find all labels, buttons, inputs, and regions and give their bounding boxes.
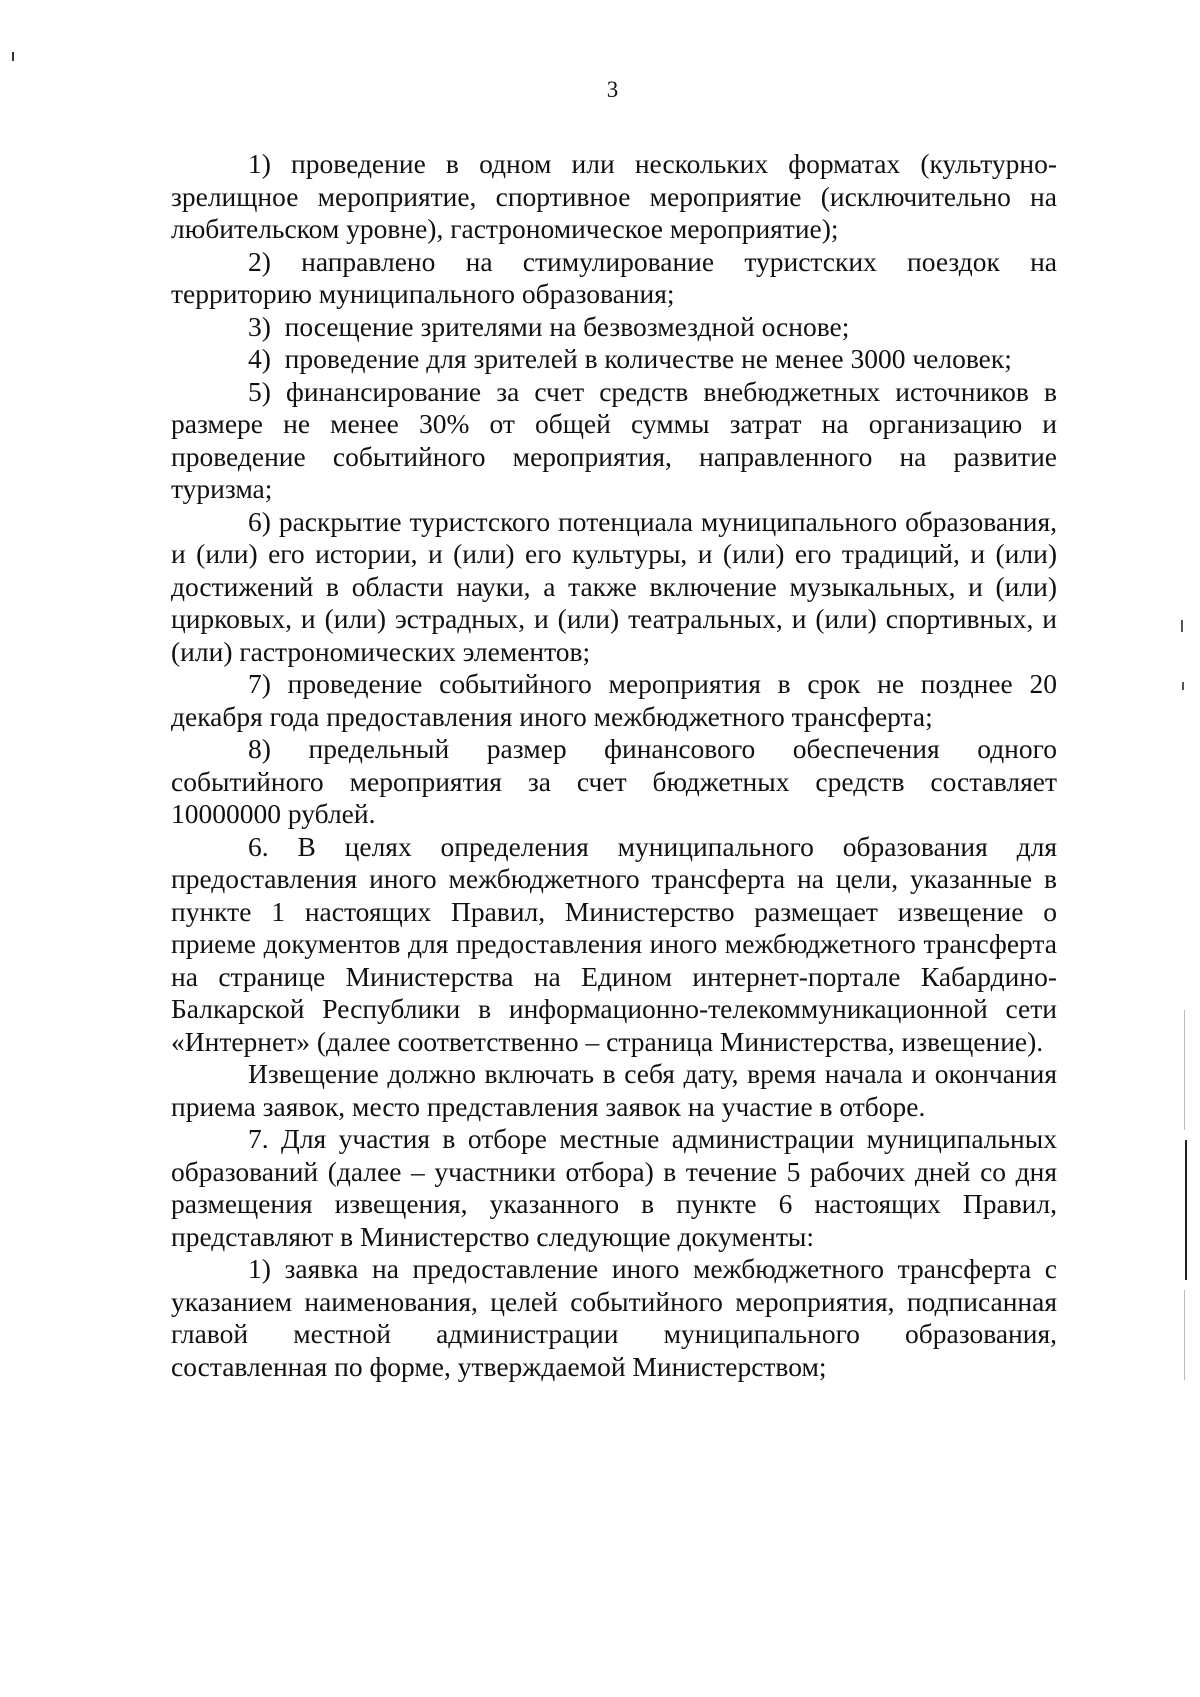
paragraph-item-1: 1) проведение в одном или нескольких форматах (культурно-зрелищное мероприятие, спортивное мероприятие (исключительно на любительском уровне), гастрономическое мероприятие); xyxy=(171,148,1057,244)
paragraph-item-4: 4) проведение для зрителей в количестве не менее 3000 человек; xyxy=(248,343,1012,374)
paragraph-application: 1) заявка на предоставление иного межбюджетного трансферта с указанием наименования, целей событийного мероприятия, подписанная главой местной администрации муниципального образования, составленная по форме, утверждаемой Министерством; xyxy=(171,1253,1057,1382)
paragraph-item-2: 2) направлено на стимулирование туристских поездок на территорию муниципального образования; xyxy=(171,245,1057,309)
scan-speck xyxy=(12,52,14,61)
paragraph-section-6: 6. В целях определения муниципального образования для предоставления иного межбюджетного трансферта на цели, указанные в пункте 1 настоящих Правил, Министерство размещает извещение о приеме документов для предоставления иного межбюджетного трансферта на странице Министерства на Едином интернет-портале Кабардино-Балкарской Республики в информационно-телекоммуникационной сети «Интернет» (далее соответственно – страница Министерства, извещение). xyxy=(171,830,1057,1057)
paragraph-notice-contents: Извещение должно включать в себя дату, время начала и окончания приема заявок, место представления заявок на участие в отборе. xyxy=(171,1058,1057,1122)
scan-edge-line xyxy=(1184,1010,1185,1130)
paragraph-item-3: 3) посещение зрителями на безвозмездной основе; xyxy=(248,310,850,342)
scan-edge-line xyxy=(1184,1290,1185,1380)
scan-edge-line xyxy=(1185,1140,1187,1280)
scan-speck xyxy=(1182,682,1184,690)
paragraph-item-6: 6) раскрытие туристского потенциала муниципального образования, и (или) его истории, и (или) его культуры, и (или) его традиций, и (или) достижений в области науки, а также включение музыкальных, и (или) цирковых, и (или) эстрадных, и (или) театральных, и (или) спортивных, и (или) гастрономических элементов; xyxy=(171,505,1057,667)
document-body xyxy=(171,148,1057,1383)
paragraph-item-7: 7) проведение событийного мероприятия в срок не позднее 20 декабря года предоставления иного межбюджетного трансферта; xyxy=(171,668,1057,732)
paragraph-item-5: 5) финансирование за счет средств внебюджетных источников в размере не менее 30% от общей суммы затрат на организацию и проведение событийного мероприятия, направленного на развитие туризма; xyxy=(171,375,1057,504)
paragraph-item-8: 8) предельный размер финансового обеспечения одного событийного мероприятия за счет бюджетных средств составляет 10000000 рублей. xyxy=(171,733,1057,829)
page-number: 3 xyxy=(606,77,619,102)
paragraph-section-7: 7. Для участия в отборе местные администрации муниципальных образований (далее – участники отбора) в течение 5 рабочих дней со дня размещения извещения, указанного в пункте 6 настоящих Правил, представляют в Министерство следующие документы: xyxy=(171,1123,1057,1252)
scan-speck xyxy=(1181,620,1183,632)
